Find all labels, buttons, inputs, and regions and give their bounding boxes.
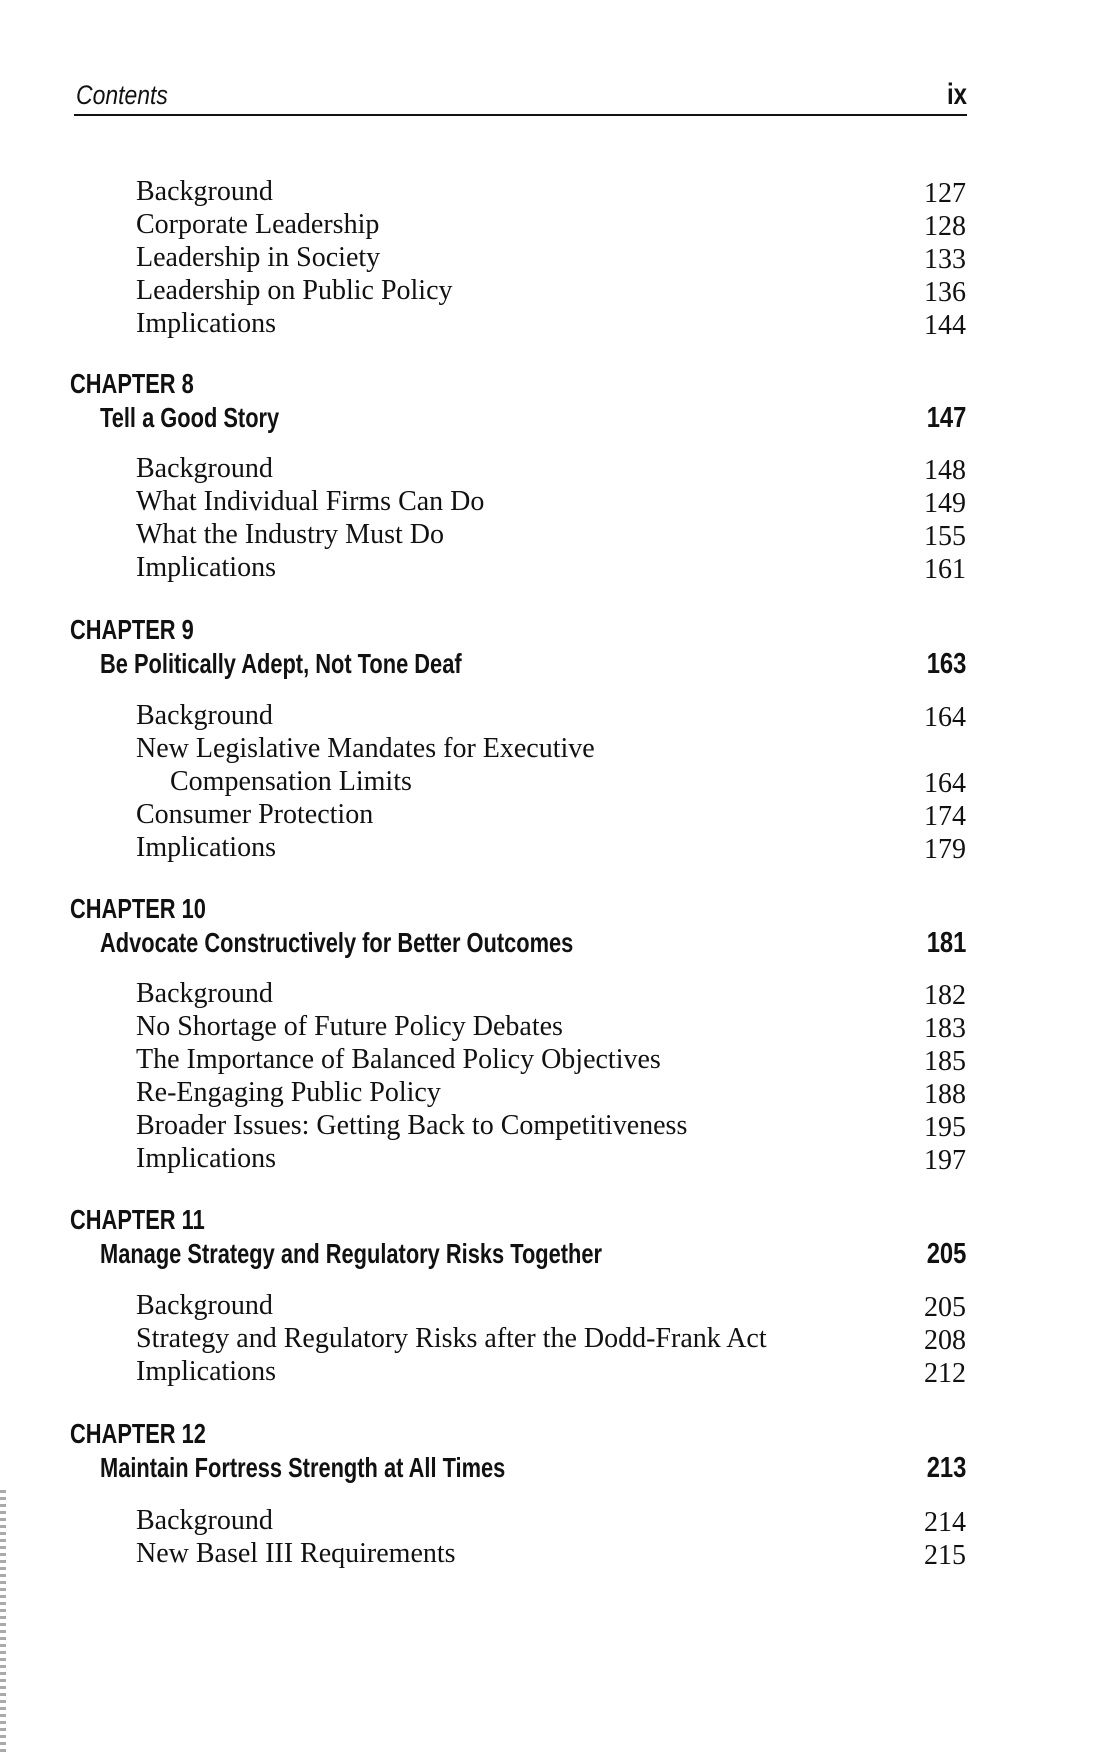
toc-entry-title: Leadership in Society bbox=[136, 242, 381, 273]
toc-entry bbox=[136, 209, 966, 243]
chapter-title-row bbox=[100, 1238, 966, 1274]
chapter-title: Maintain Fortress Strength at All Times bbox=[100, 1452, 506, 1483]
toc-entry-title: Implications bbox=[136, 1356, 276, 1387]
toc-entry bbox=[136, 1505, 966, 1539]
toc-entry-page: 164 bbox=[924, 768, 966, 799]
toc-entry-title: Implications bbox=[136, 308, 276, 339]
toc-entry bbox=[136, 700, 966, 734]
toc-entry bbox=[136, 552, 966, 586]
toc-entry-title: Implications bbox=[136, 552, 276, 583]
toc-entry bbox=[136, 1044, 966, 1078]
toc-entry-page: 208 bbox=[924, 1325, 966, 1356]
chapter-page: 213 bbox=[926, 1452, 966, 1484]
toc-entry-title: What the Industry Must Do bbox=[136, 519, 444, 550]
toc-entry-page: 214 bbox=[924, 1507, 966, 1538]
toc-entry-title: New Basel III Requirements bbox=[136, 1538, 456, 1569]
toc-entry-title: Implications bbox=[136, 1143, 276, 1174]
toc-entry bbox=[136, 733, 966, 767]
toc-entry-title: Re-Engaging Public Policy bbox=[136, 1077, 441, 1108]
scan-edge-artifact bbox=[0, 1490, 6, 1755]
chapter-title-row bbox=[100, 1452, 966, 1488]
toc-entry-page: 197 bbox=[924, 1145, 966, 1176]
toc-entry-page: 182 bbox=[924, 980, 966, 1011]
toc-entry-title: Corporate Leadership bbox=[136, 209, 380, 240]
toc-entry bbox=[136, 275, 966, 309]
toc-entry-page: 164 bbox=[924, 702, 966, 733]
chapter-page: 205 bbox=[926, 1238, 966, 1270]
toc-entry-page: 195 bbox=[924, 1112, 966, 1143]
toc-entry bbox=[136, 1110, 966, 1144]
header-page-number: ix bbox=[946, 78, 967, 111]
chapter-page: 163 bbox=[926, 648, 966, 680]
toc-entry-title: Leadership on Public Policy bbox=[136, 275, 453, 306]
chapter-title: Be Politically Adept, Not Tone Deaf bbox=[100, 648, 462, 679]
toc-entry-title: Background bbox=[136, 700, 273, 731]
toc-entry-page: 133 bbox=[924, 244, 966, 275]
toc-entry bbox=[136, 519, 966, 553]
chapter-title: Manage Strategy and Regulatory Risks Together bbox=[100, 1238, 603, 1269]
toc-entry bbox=[136, 766, 966, 800]
toc-entry-title: Background bbox=[136, 978, 273, 1009]
toc-entry-title: Background bbox=[136, 176, 273, 207]
toc-entry bbox=[136, 1011, 966, 1045]
toc-entry-page: 183 bbox=[924, 1013, 966, 1044]
toc-entry bbox=[136, 1077, 966, 1111]
toc-entry-title: Implications bbox=[136, 832, 276, 863]
toc-entry-title: What Individual Firms Can Do bbox=[136, 486, 485, 517]
chapter-label: CHAPTER 8 bbox=[70, 368, 194, 399]
chapter-label: CHAPTER 9 bbox=[70, 614, 194, 645]
toc-entry-title: New Legislative Mandates for Executive bbox=[136, 733, 595, 764]
toc-entry-title: Strategy and Regulatory Risks after the Dodd-Frank Act bbox=[136, 1323, 767, 1354]
chapter-label: CHAPTER 11 bbox=[70, 1204, 205, 1235]
chapter-title-row bbox=[100, 402, 966, 438]
toc-entry-page: 188 bbox=[924, 1079, 966, 1110]
toc-entry-page: 174 bbox=[924, 801, 966, 832]
toc-entry-title: Compensation Limits bbox=[170, 766, 412, 797]
toc-entry-page: 149 bbox=[924, 488, 966, 519]
chapter-page: 147 bbox=[926, 402, 966, 434]
toc-entry bbox=[136, 1538, 966, 1572]
chapter-title: Advocate Constructively for Better Outcomes bbox=[100, 927, 574, 958]
toc-entry-title: Consumer Protection bbox=[136, 799, 374, 830]
toc-entry bbox=[136, 978, 966, 1012]
toc-entry-page: 161 bbox=[924, 554, 966, 585]
toc-entry-page: 128 bbox=[924, 211, 966, 242]
toc-entry bbox=[136, 176, 966, 210]
toc-entry bbox=[136, 242, 966, 276]
chapter-title-row bbox=[100, 648, 966, 684]
toc-entry-title: Background bbox=[136, 1505, 273, 1536]
toc-entry-page: 127 bbox=[924, 178, 966, 209]
toc-entry-page: 148 bbox=[924, 455, 966, 486]
toc-entry bbox=[136, 799, 966, 833]
toc-entry-title: The Importance of Balanced Policy Objectives bbox=[136, 1044, 661, 1075]
chapter-label: CHAPTER 12 bbox=[70, 1418, 206, 1449]
running-header bbox=[74, 78, 967, 116]
header-title: Contents bbox=[76, 80, 168, 110]
toc-entry-page: 136 bbox=[924, 277, 966, 308]
toc-entry bbox=[136, 308, 966, 342]
toc-entry-page: 179 bbox=[924, 834, 966, 865]
chapter-title: Tell a Good Story bbox=[100, 402, 280, 433]
toc-entry-page: 215 bbox=[924, 1540, 966, 1571]
toc-entry-title: Background bbox=[136, 1290, 273, 1321]
toc-entry-title: Background bbox=[136, 453, 273, 484]
toc-entry-title: Broader Issues: Getting Back to Competitiveness bbox=[136, 1110, 688, 1141]
toc-entry-page: 144 bbox=[924, 310, 966, 341]
toc-entry-page: 185 bbox=[924, 1046, 966, 1077]
toc-entry-page: 155 bbox=[924, 521, 966, 552]
toc-entry bbox=[136, 1143, 966, 1177]
toc-entry-title: No Shortage of Future Policy Debates bbox=[136, 1011, 563, 1042]
chapter-label: CHAPTER 10 bbox=[70, 893, 206, 924]
toc-entry bbox=[136, 832, 966, 866]
toc-entry bbox=[136, 486, 966, 520]
toc-entry bbox=[136, 453, 966, 487]
toc-entry bbox=[136, 1323, 966, 1357]
toc-entry-page: 212 bbox=[924, 1358, 966, 1389]
toc-entry bbox=[136, 1356, 966, 1390]
chapter-title-row bbox=[100, 927, 966, 963]
chapter-page: 181 bbox=[926, 927, 966, 959]
toc-entry-page: 205 bbox=[924, 1292, 966, 1323]
toc-entry bbox=[136, 1290, 966, 1324]
